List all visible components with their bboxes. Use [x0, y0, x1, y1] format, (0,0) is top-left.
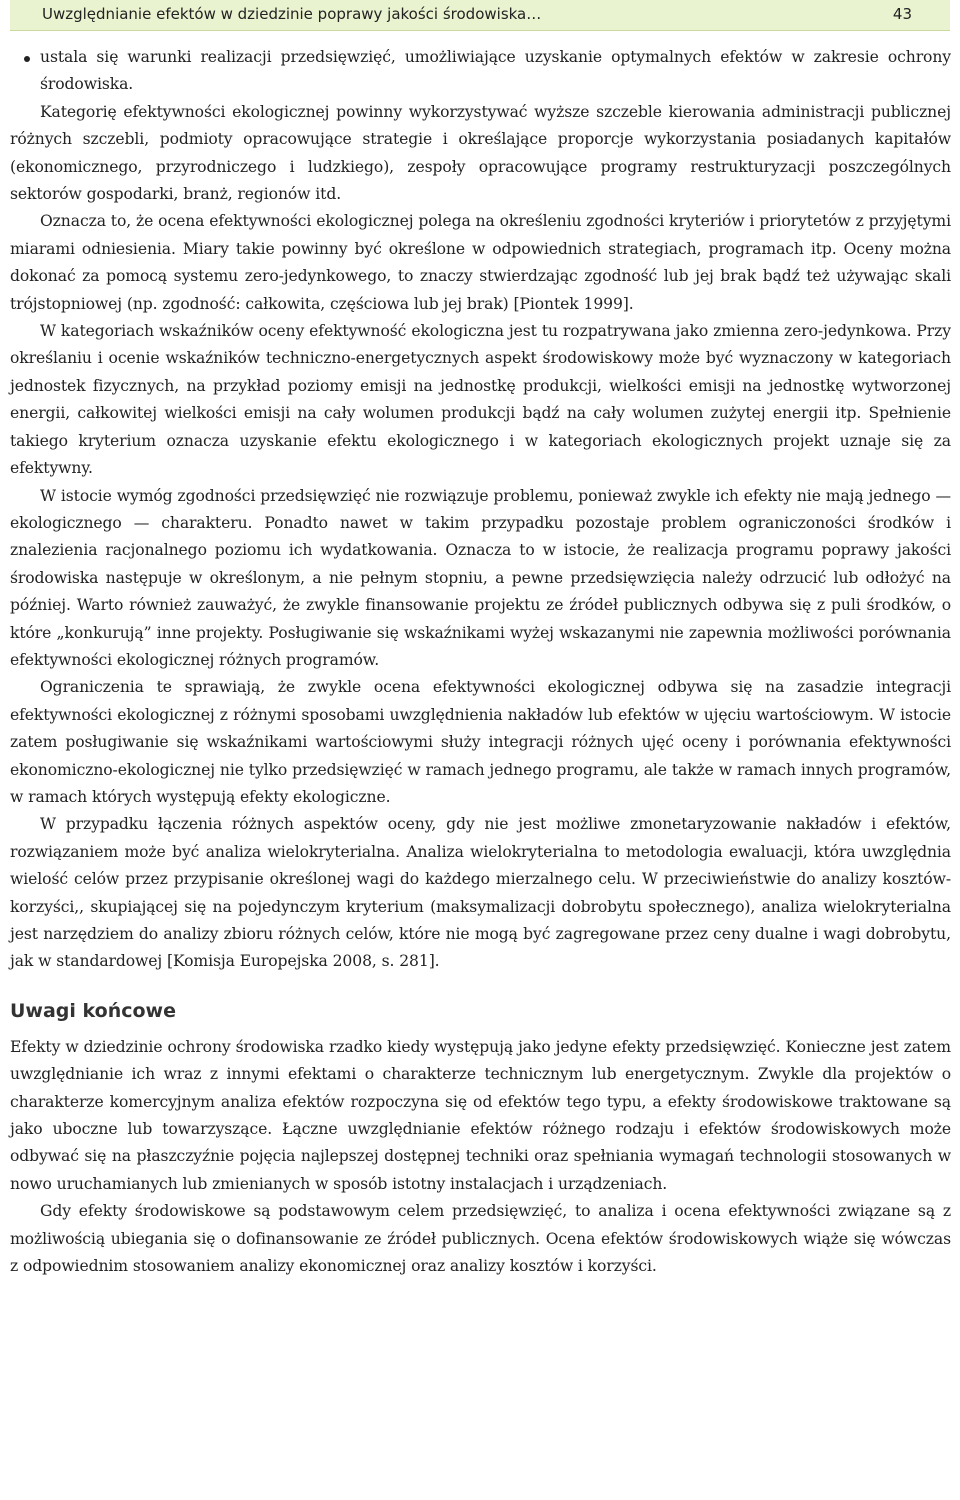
- section-paragraph: Efekty w dziedzinie ochrony środowiska rzadko kiedy występują jako jedyne efekty przedsięwzięć. Konieczne jest zatem uwzględnianie ich wraz z innymi efektami o charakterze technicznym lub energetycznym. Zwykle dla projektów o charakterze komercyjnym analiza efektów rozpoczyna się od efektów tego typu, a efekty środowiskowe traktowane są jako uboczne lub towarzyszące. Łączne uwzględnianie efektów różnego rodzaju i efektów środowiskowych może odbywać się na płaszczyźnie pojęcia najlepszej dostępnej techniki oraz spełniania wymagań technologii stosowanych w nowo uruchamianych lub zmienianych w sposób istotny instalacjach i urządzeniach.: [10, 1037, 951, 1193]
- paragraph: Oznacza to, że ocena efektywności ekologicznej polega na określeniu zgodności kryteriów i priorytetów z przyjętymi miarami odniesienia. Miary takie powinny być określone w odpowiednich strategiach, programach itp. Oceny można dokonać za pomocą systemu zero-jedynkowego, to znaczy stwierdzając zgodność lub jej brak bądź też używając skali trójstopniowej (np. zgodność: całkowita, częściowa lub jej brak) [Piontek 1999].: [10, 212, 951, 313]
- bullet-item: [10, 44, 951, 99]
- bullet-item-text: ustala się warunki realizacji przedsięwzięć, umożliwiające uzyskanie optymalnych efektów w zakresie ochrony środowiska.: [40, 48, 951, 94]
- paragraph: W przypadku łączenia różnych aspektów oceny, gdy nie jest możliwe zmonetaryzowanie nakładów i efektów, rozwiązaniem może być analiza wielokryterialna. Analiza wielokryterialna to metodologia ewaluacji, która uwzględnia wielość celów przez przypisanie określonej wagi do każdego mierzalnego celu. W przeciwieństwie do analizy kosztów-korzyści,, skupiającej się na pojedynczym kryterium (maksymalizacji dobrobytu społecznego), analiza wielokryterialna jest narzędziem do analizy zbioru różnych celów, które nie mogą być zagregowane przez ceny dualne i wagi dobrobytu, jak w standardowej [Komisja Europejska 2008, s. 281].: [10, 815, 951, 971]
- section-heading: Uwagi końcowe: [10, 999, 176, 1022]
- bullet-dot-icon: [24, 56, 30, 62]
- running-header-title: Uwzględnianie efektów w dziedzinie poprawy jakości środowiska…: [42, 5, 542, 23]
- paragraph: W istocie wymóg zgodności przedsięwzięć nie rozwiązuje problemu, ponieważ zwykle ich efekty nie mają jednego — ekologicznego — charakteru. Ponadto nawet w takim przypadku pozostaje problem ograniczoności środków i znalezienia racjonalnego poziomu ich wydatkowania. Oznacza to w istocie, że realizacja programu poprawy jakości środowiska następuje w określonym, a nie pełnym stopniu, a pewne przedsięwzięcia należy odrzucić lub odłożyć na później. Warto również zauważyć, że zwykle finansowanie projektu ze źródeł publicznych odbywa się z puli środków, o które „konkurują” inne projekty. Posługiwanie się wskaźnikami wyżej wskazanymi nie zapewnia możliwości porównania efektywności ekologicznej różnych programów.: [10, 486, 951, 669]
- paragraph: Ograniczenia te sprawiają, że zwykle ocena efektywności ekologicznej odbywa się na zasadzie integracji efektywności ekologicznej z różnymi sposobami uwzględnienia nakładów lub efektów w ujęciu wartościowym. W istocie zatem posługiwanie się wskaźnikami wartościowymi służy integracji różnych ujęć oceny i porównania efektywności ekonomiczno-ekologicznej nie tylko przedsięwzięć w ramach jednego programu, ale także w ramach innych programów, w ramach których występują efekty ekologiczne.: [10, 678, 951, 806]
- paragraph: W kategoriach wskaźników oceny efektywność ekologiczna jest tu rozpatrywana jako zmienna zero-jedynkowa. Przy określaniu i ocenie wskaźników techniczno-energetycznych aspekt środowiskowy może być wyznaczony w kategoriach jednostek fizycznych, na przykład poziomy emisji na jednostkę produkcji, wielkości emisji na jednostkę wytworzonej energii, całkowitej wielkości emisji na cały wolumen produkcji bądź na cały wolumen zużytej energii itp. Spełnienie takiego kryterium oznacza uzyskanie efektu ekologicznego i w kategoriach ekologicznych projekt uznaje się za efektywny.: [10, 322, 951, 478]
- section-paragraph: Gdy efekty środowiskowe są podstawowym celem przedsięwzięć, to analiza i ocena efektywności związane są z możliwością ubiegania się o dofinansowanie ze źródeł publicznych. Ocena efektów środowiskowych wiąże się wówczas z odpowiednim stosowaniem analizy ekonomicznej oraz analizy kosztów i korzyści.: [10, 1202, 951, 1276]
- page-number: 43: [892, 5, 912, 23]
- page-body: [10, 44, 951, 1280]
- bullet-list: [10, 44, 951, 99]
- running-header: [10, 0, 950, 31]
- paragraph: Kategorię efektywności ekologicznej powinny wykorzystywać wyższe szczeble kierowania administracji publicznej różnych szczebli, podmioty opracowujące strategie i określające proporcje wykorzystania posiadanych kapitałów (ekonomicznego, przyrodniczego i ludzkiego), zespoły opracowujące programy restrukturyzacji poszczególnych sektorów gospodarki, branż, regionów itd.: [10, 102, 951, 204]
